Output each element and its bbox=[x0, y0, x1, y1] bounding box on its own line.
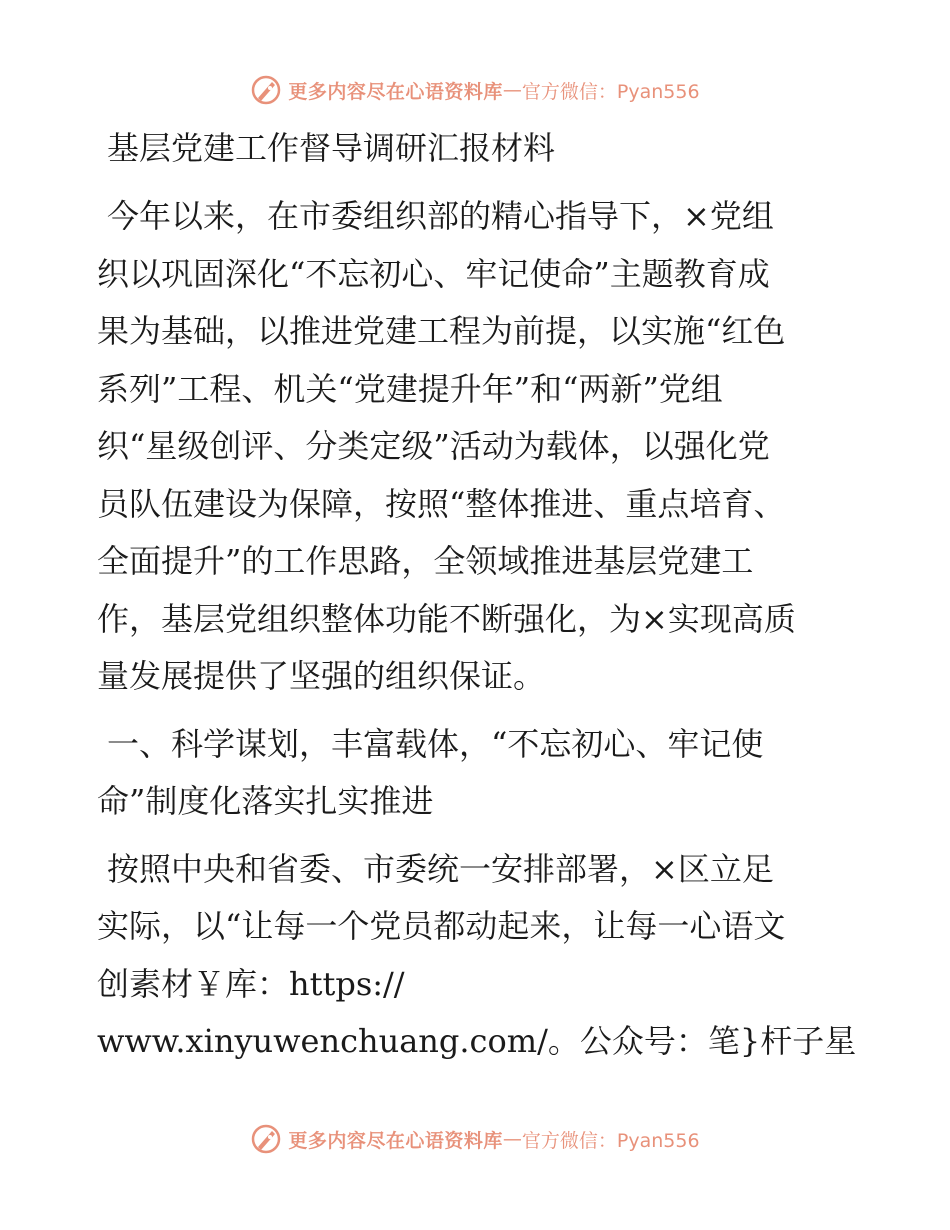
watermark-wechat: 官方微信：Pyan556 bbox=[521, 1129, 700, 1152]
paragraph-section-1 bbox=[97, 841, 857, 1071]
text-line: 全面提升”的工作思路，全领域推进基层党建工 bbox=[97, 542, 754, 580]
text-line: 作，基层党组织整体功能不断强化，为×实现高质 bbox=[97, 599, 796, 638]
pen-logo-icon bbox=[250, 74, 282, 106]
text-line: 创素材￥库：https:// bbox=[97, 964, 405, 1003]
section-heading-1 bbox=[97, 716, 857, 831]
text-line: 果为基础，以推进党建工程为前提，以实施“红色 bbox=[97, 312, 786, 350]
watermark-text: 更多内容尽在心语资料库 bbox=[288, 1129, 503, 1152]
text-line: 织以巩固深化“不忘初心、牢记使命”主题教育成 bbox=[97, 254, 770, 293]
text-line: 系列”工程、机关“党建提升年”和“两新”党组 bbox=[97, 369, 723, 408]
watermark-wechat: 官方微信：Pyan556 bbox=[521, 80, 700, 103]
document-body bbox=[97, 122, 857, 1081]
document-title: 基层党建工作督导调研汇报材料 bbox=[107, 129, 556, 167]
text-line: 今年以来，在市委组织部的精心指导下，×党组 bbox=[107, 197, 774, 235]
text-line: 实际，以“让每一个党员都动起来，让每一心语文 bbox=[97, 907, 786, 945]
watermark-footer bbox=[0, 1121, 950, 1157]
watermark-separator: — bbox=[502, 79, 522, 101]
text-line: 量发展提供了坚强的组织保证。 bbox=[97, 657, 546, 695]
text-line: 一、科学谋划，丰富载体，“不忘初心、牢记使 bbox=[107, 724, 764, 763]
paragraph-intro bbox=[97, 188, 857, 706]
watermark-text: 更多内容尽在心语资料库 bbox=[288, 80, 503, 103]
watermark-separator: — bbox=[502, 1128, 522, 1150]
text-line: 命”制度化落实扎实推进 bbox=[97, 782, 434, 820]
text-line: 织“星级创评、分类定级”活动为载体，以强化党 bbox=[97, 427, 770, 465]
pen-logo-icon bbox=[250, 1123, 282, 1155]
text-line: 按照中央和省委、市委统一安排部署，×区立足 bbox=[107, 849, 774, 888]
text-line: www.xinyuwenchuang.com/。公众号：笔}杆子星 bbox=[97, 1022, 857, 1060]
text-line: 员队伍建设为保障，按照“整体推进、重点培育、 bbox=[97, 484, 786, 523]
watermark-header bbox=[0, 72, 950, 108]
